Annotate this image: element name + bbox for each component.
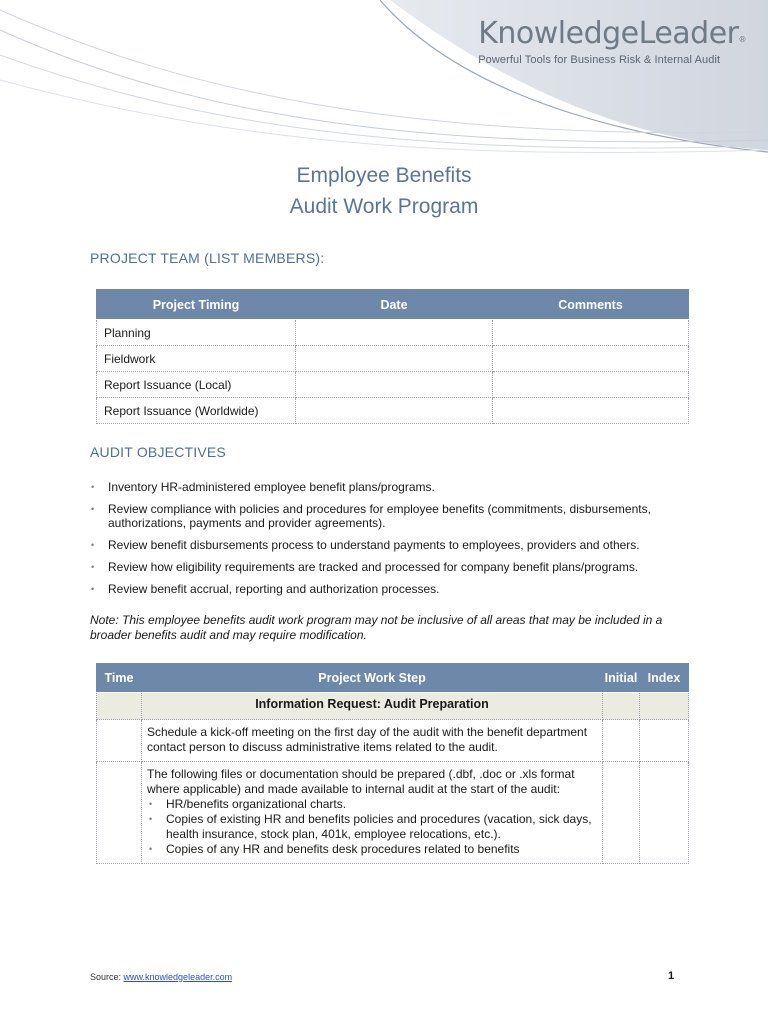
timing-date-cell[interactable]	[296, 320, 493, 346]
timing-label-cell: Report Issuance (Local)	[97, 372, 296, 398]
brand-name: KnowledgeLeader®	[478, 16, 746, 51]
bullet-icon: •	[91, 584, 95, 594]
list-item: • Inventory HR-administered employee benefit plans/programs.	[91, 480, 435, 494]
time-cell[interactable]	[97, 693, 142, 720]
bullet-icon: •	[149, 844, 153, 854]
steps-col-header: Initial	[603, 664, 640, 693]
steps-col-header: Time	[97, 664, 142, 693]
index-cell[interactable]	[640, 693, 689, 720]
timing-date-cell[interactable]	[296, 372, 493, 398]
list-item: • Copies of existing HR and benefits policies and procedures (vacation, sick days, health insurance, stock plan, 401k, employee relocations, etc.).	[149, 812, 592, 841]
brand-tagline: Powerful Tools for Business Risk & Internal Audit	[478, 54, 721, 66]
initial-cell[interactable]	[603, 762, 640, 864]
timing-comments-cell[interactable]	[493, 372, 689, 398]
steps-col-header: Project Work Step	[142, 664, 603, 693]
work-steps-table	[96, 663, 689, 864]
title-line-1: Employee Benefits	[296, 164, 472, 187]
index-cell[interactable]	[640, 762, 689, 864]
table-row	[97, 320, 689, 346]
table-row	[97, 693, 689, 720]
objectives-list	[90, 480, 690, 604]
steps-header-row	[97, 664, 689, 693]
timing-date-cell[interactable]	[296, 346, 493, 372]
timing-date-cell[interactable]	[296, 398, 493, 424]
table-row	[97, 762, 689, 864]
list-item: • Copies of any HR and benefits desk procedures related to benefits	[149, 842, 520, 856]
timing-label-cell: Planning	[97, 320, 296, 346]
table-row	[97, 346, 689, 372]
list-item: • Review compliance with policies and procedures for employee benefits (commitments, disbursements, authorizations, payments and provider agreements).	[91, 502, 651, 530]
timing-comments-cell[interactable]	[493, 346, 689, 372]
bullet-icon: •	[149, 814, 153, 824]
bullet-icon: •	[91, 562, 95, 572]
timing-label-cell: Fieldwork	[97, 346, 296, 372]
bullet-icon: •	[91, 504, 95, 514]
time-cell[interactable]	[97, 762, 142, 864]
timing-col-header: Date	[296, 290, 493, 320]
audit-objectives-heading: AUDIT OBJECTIVES	[90, 444, 226, 460]
list-item: • HR/benefits organizational charts.	[149, 797, 347, 811]
bullet-icon: •	[91, 482, 95, 492]
steps-col-header: Index	[640, 664, 689, 693]
title-line-2: Audit Work Program	[289, 195, 479, 218]
scope-note: Note: This employee benefits audit work program may not be inclusive of all areas that may be included in a broader benefits audit and may require modification.	[90, 613, 663, 642]
project-team-heading: PROJECT TEAM (LIST MEMBERS):	[90, 250, 325, 266]
table-row	[97, 720, 689, 762]
work-step-intro: The following files or documentation should be prepared (.dbf, .doc or .xls format where applicable) and made available to internal audit at the start of the audit:	[147, 767, 575, 796]
timing-header-row	[97, 290, 689, 320]
index-cell[interactable]	[640, 720, 689, 762]
project-timing-table	[96, 289, 689, 424]
bullet-icon: •	[91, 540, 95, 550]
timing-label-cell: Report Issuance (Worldwide)	[97, 398, 296, 424]
timing-col-header: Project Timing	[97, 290, 296, 320]
work-step-list	[147, 797, 597, 857]
section-subheading: Information Request: Audit Preparation	[142, 693, 603, 720]
work-step-text: Schedule a kick-off meeting on the first day of the audit with the benefit department contact person to discuss administrative items related to the audit.	[142, 720, 603, 762]
table-row	[97, 372, 689, 398]
list-item: • Review benefit disbursements process to understand payments to employees, providers and others.	[91, 538, 640, 552]
time-cell[interactable]	[97, 720, 142, 762]
source-link[interactable]: www.knowledgeleader.com	[123, 972, 233, 982]
timing-comments-cell[interactable]	[493, 398, 689, 424]
timing-col-header: Comments	[493, 290, 689, 320]
table-row	[97, 398, 689, 424]
bullet-icon: •	[149, 799, 153, 809]
page-number: 1	[668, 970, 675, 982]
brand-logo	[478, 16, 746, 66]
timing-comments-cell[interactable]	[493, 320, 689, 346]
list-item: • Review how eligibility requirements are tracked and processed for company benefit plans/programs.	[91, 560, 639, 574]
footer-source: Source: www.knowledgeleader.com	[90, 972, 233, 982]
work-step-text	[142, 762, 603, 864]
document-title	[0, 160, 768, 222]
initial-cell[interactable]	[603, 720, 640, 762]
list-item: • Review benefit accrual, reporting and authorization processes.	[91, 582, 440, 596]
initial-cell[interactable]	[603, 693, 640, 720]
